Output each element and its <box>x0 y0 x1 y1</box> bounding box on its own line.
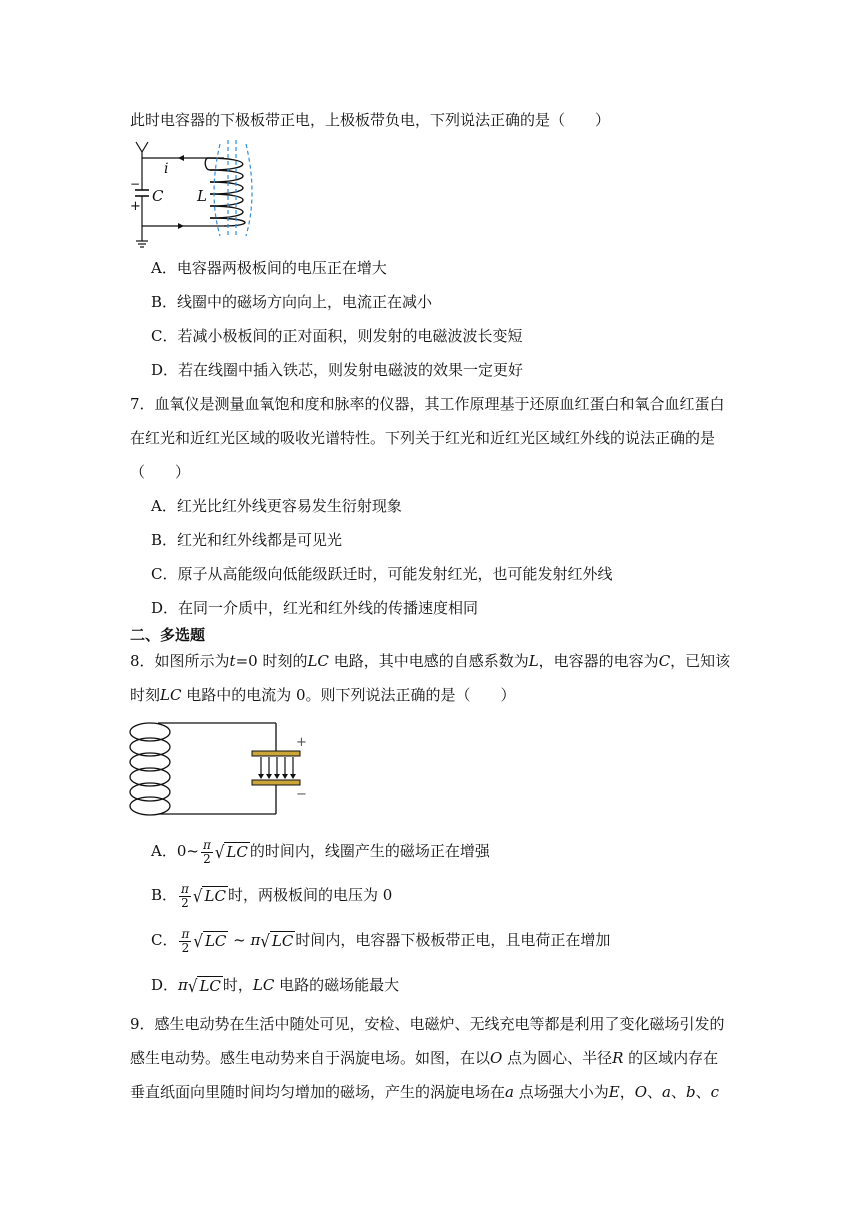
q6-option-d: D．若在线圈中插入铁芯，则发射电磁波的效果一定更好 <box>151 361 524 379</box>
inductor-label: L <box>197 187 207 205</box>
q9-line3: 垂直纸面向里随时间均匀增加的磁场，产生的涡旋电场在a 点场强大小为E，O、a、b、c <box>130 1083 720 1101</box>
q6-stem: 此时电容器的下极板带正电，上极板带负电，下列说法正确的是（ ） <box>130 111 611 129</box>
section-title: 二、多选题 <box>130 626 206 644</box>
plus-sign: + <box>130 199 141 214</box>
q9-line1: 9．感生电动势在生活中随处可见，安检、电磁炉、无线充电等都是利用了变化磁场引发的 <box>130 1015 725 1033</box>
q6-circuit-figure <box>124 138 274 253</box>
current-label: i <box>164 161 169 177</box>
q8-option-b: B． $\frac{\pi}{2}$ √ LC 时，两极板间的电压为 0 <box>151 881 393 910</box>
q7-option-d: D．在同一介质中，红光和红外线的传播速度相同 <box>151 599 479 617</box>
plus-sign: + <box>296 735 307 750</box>
q7-option-c: C．原子从高能级向低能级跃迁时，可能发射红光，也可能发射红外线 <box>151 565 613 583</box>
q7-option-a: A．红光比红外线更容易发生衍射现象 <box>151 497 402 515</box>
q6-option-a: A．电容器两极板间的电压正在增大 <box>151 259 387 277</box>
q8-option-a: A．0~ $\frac{\pi}{2}$ √ LC 的时间内，线圈产生的磁场正在增强 <box>151 837 490 866</box>
q8-option-d: D．π√ LC 时，LC 电路的磁场能最大 <box>151 975 400 997</box>
q7-stem-line3: （ ） <box>130 463 191 481</box>
capacitor-label: C <box>152 187 164 205</box>
q9-line2: 感生电动势。感生电动势来自于涡旋电场。如图，在以O 点为圆心、半径R 的区域内存在 <box>130 1049 719 1067</box>
q8-option-c: C． $\frac{\pi}{2}$ √ LC ~ π√ LC 时间内，电容器下极板带正电，且电荷正在增加 <box>151 926 611 955</box>
minus-sign: − <box>130 177 141 191</box>
q8-stem-line1: 8．如图所示为t=0 时刻的LC 电路，其中电感的自感系数为L，电容器的电容为C，已知该 <box>130 652 731 670</box>
minus-sign: − <box>296 787 307 802</box>
q6-option-b: B．线圈中的磁场方向向上，电流正在减小 <box>151 293 433 311</box>
q6-option-c: C．若减小极板间的正对面积，则发射的电磁波波长变短 <box>151 327 523 345</box>
q7-stem-line1: 7．血氧仪是测量血氧饱和度和脉率的仪器，其工作原理基于还原血红蛋白和氧合血红蛋白 <box>130 395 725 413</box>
q8-circuit-figure <box>128 720 313 820</box>
q7-option-b: B．红光和红外线都是可见光 <box>151 531 343 549</box>
q8-stem-line2: 时刻LC 电路中的电流为 0。则下列说法正确的是（ ） <box>130 686 516 704</box>
q7-stem-line2: 在红光和近红光区域的吸收光谱特性。下列关于红光和近红光区域红外线的说法正确的是 <box>130 429 716 447</box>
